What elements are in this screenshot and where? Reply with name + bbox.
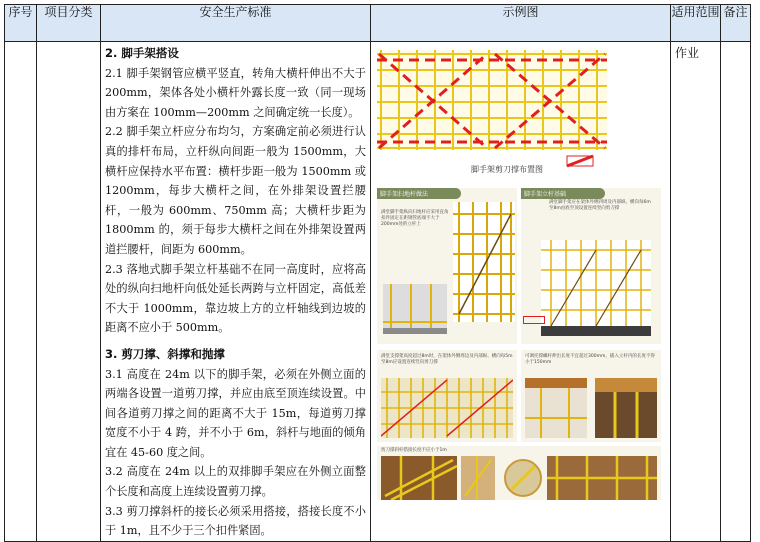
panel-title: 脚手架扫地杆做法: [377, 188, 461, 199]
scaffold-tower-render: [453, 202, 515, 322]
panel-text: 满堂支撑架高度超过8m时，在架体外侧周边及内部纵、横向每5m至8m应设置连续竖向剪刀撑: [381, 354, 513, 365]
photo-panel-support-frame: [377, 350, 517, 442]
photo-panel-sweep-rod: [377, 188, 517, 344]
scaffold-grid-render: [541, 240, 651, 336]
safety-standard-table: [4, 4, 751, 542]
paragraph: 3.2 高度在 24m 以上的双排脚手架应在外侧立面整个长度和高度上连续设置剪刀撑。: [105, 465, 366, 499]
photo-panel-foundation: [521, 188, 661, 344]
row-standard: [101, 42, 371, 542]
top-support-render: [525, 378, 657, 438]
paragraph: 2.1 脚手架钢管应横平竖直，转角大横杆伸出不大于200mm，架体各处小横杆外露长度一致（同一现场由方案在 100mm—200mm 之间确定统一长度）。: [105, 66, 366, 119]
panel-text: 可调托撑螺杆伸出长度不宜超过300mm，插入立杆内的长度不得小于150mm: [525, 354, 655, 365]
header-row: [5, 5, 751, 42]
scissor-brace-diagram: [377, 50, 607, 170]
row-note: [721, 42, 751, 542]
support-frame-render: [381, 378, 513, 438]
lap-joint-render: [381, 456, 657, 500]
row-scope: [671, 42, 721, 542]
callout-box: [523, 316, 545, 324]
paragraph: 2.2 脚手架立杆应分布均匀，方案确定前必须进行认真的排杆布局，立杆纵向间距一般为 1500mm，大横杆应保持水平布置：横杆步距一般为 1500mm 或 1200mm，每步大横杆之间，在外排架设置拦腰杆，一般为 600mm、750mm 高；大横杆步距为 1800mm 的，须于每步大横杆之间在外排架设置两道拦腰杆，间距为 600mm。: [105, 125, 366, 256]
scaffold-base-render: [383, 284, 447, 334]
section-title: 2. 脚手架搭设: [105, 46, 179, 60]
header-category: 项目分类: [37, 5, 101, 42]
paragraph: 3.1 高度在 24m 以下的脚手架，必须在外侧立面的两端各设置一道剪刀撑，并应由底至顶连续设置。中间各道剪刀撑之间的距离不大于 15m，每道剪刀撑宽度不小于 4 跨，并不小于 6m，斜杆与地面的倾角宜在 45-60 度之间。: [105, 367, 366, 459]
header-note: 备注: [721, 5, 751, 42]
scope-value: 作业: [675, 46, 700, 60]
row-no: [5, 42, 37, 542]
table-row: [5, 42, 751, 542]
header-standard: 安全生产标准: [101, 5, 371, 42]
photo-panel-lap-joint: [377, 446, 661, 500]
paragraph: 3.3 剪刀撑斜杆的接长必须采用搭接，搭接长度不小于 1m，且不少于三个扣件紧固。: [105, 504, 366, 538]
paragraph: 2.3 落地式脚手架立杆基础不在同一高度时，应将高处的纵向扫地杆向低处延长两跨与立杆固定，高低差不大于 1000mm，靠边坡上方的立杆轴线到边坡的距离不应小于 500mm。: [105, 262, 366, 335]
panel-title: 脚手架立杆基础: [521, 188, 605, 199]
panel-text: 剪刀撑斜杆搭接长度不应小于1m: [381, 448, 447, 453]
photo-panel-top-support: [521, 350, 661, 442]
section-title: 3. 剪刀撑、斜撑和抛撑: [105, 346, 225, 361]
header-example: 示例图: [371, 5, 671, 42]
panel-text: 满堂脚手架应在架体外侧四周及内部纵、横向每6m至8m由底至顶设置连续竖向剪刀撑: [549, 200, 651, 211]
panel-text: 满堂脚手架纵向扫地杆应采用直角扣件固定在距钢管底端不大于200mm处的立杆上: [381, 210, 449, 227]
diagram-caption: 脚手架剪刀撑布置图: [471, 165, 543, 174]
row-example: [371, 42, 671, 542]
row-category: [37, 42, 101, 542]
header-no: 序号: [5, 5, 37, 42]
header-scope: 适用范围: [671, 5, 721, 42]
